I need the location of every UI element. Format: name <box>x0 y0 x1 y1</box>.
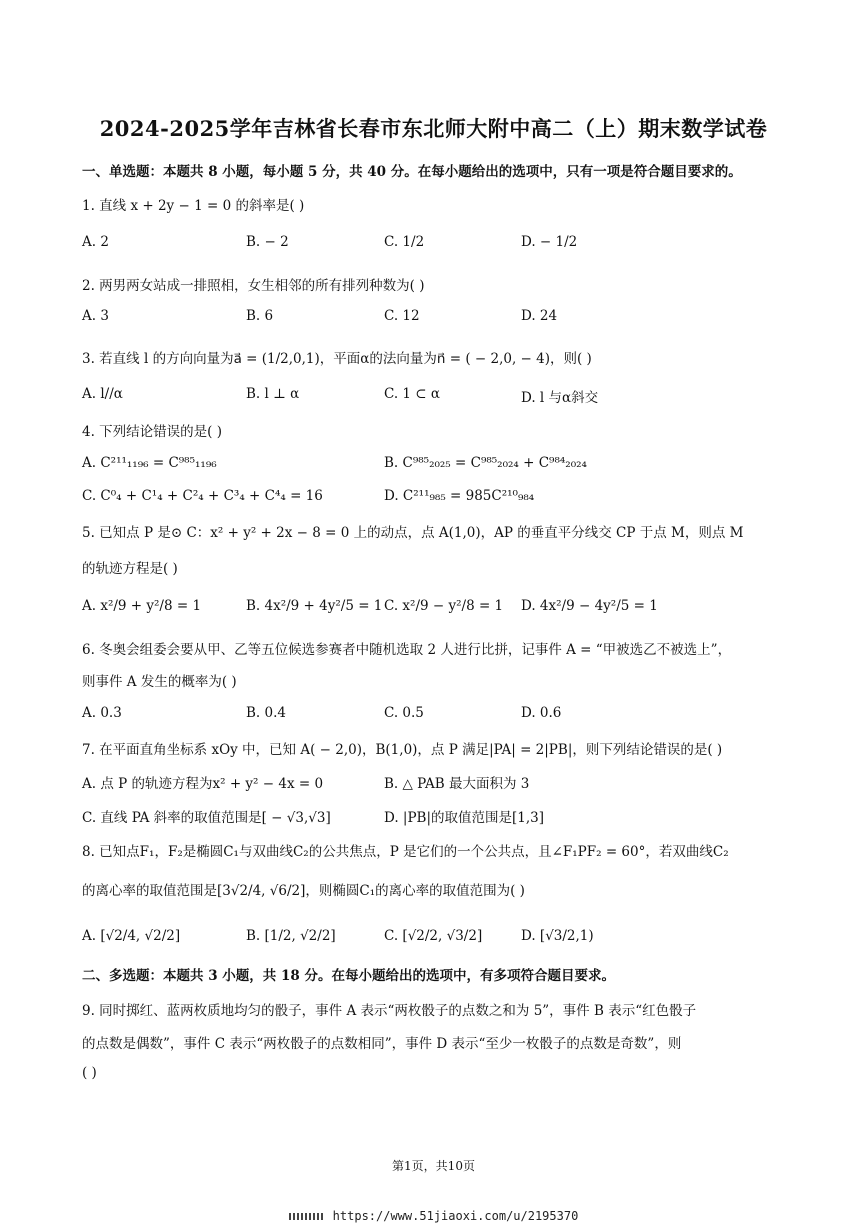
question-5-option-a: A. x²/9 + y²/8 = 1 <box>82 598 202 614</box>
watermark <box>0 1209 867 1223</box>
question-6-stem-line2: 则事件 A 发生的概率为( ) <box>82 674 237 690</box>
question-5-option-d: D. 4x²/9 − 4y²/5 = 1 <box>521 598 658 614</box>
question-5-option-b: B. 4x²/9 + 4y²/5 = 1 <box>246 598 383 614</box>
question-6-option-c: C. 0.5 <box>384 705 424 721</box>
question-6-stem-line1: 6. 冬奥会组委会要从甲、乙等五位候选参赛者中随机选取 2 人进行比拼，记事件 A = “甲被选乙不被选上”， <box>82 642 732 658</box>
question-5-stem-line2: 的轨迹方程是( ) <box>82 561 178 577</box>
question-8-option-a: A. [√2/4, √2/2] <box>82 928 181 944</box>
question-7-stem: 7. 在平面直角坐标系 xOy 中，已知 A( − 2,0)，B(1,0)，点 P 满足|PA| = 2|PB|，则下列结论错误的是( ) <box>82 742 723 758</box>
question-1-option-c: C. 1/2 <box>384 234 425 250</box>
question-2-stem: 2. 两男两女站成一排照相，女生相邻的所有排列种数为( ) <box>82 278 425 294</box>
question-4-option-b: B. C⁹⁸⁵₂₀₂₅ = C⁹⁸⁵₂₀₂₄ + C⁹⁸⁴₂₀₂₄ <box>384 455 587 471</box>
question-9-stem-line2: 的点数是偶数”，事件 C 表示“两枚骰子的点数相同”，事件 D 表示“至少一枚骰子的点数是奇数”，则 <box>82 1036 682 1052</box>
question-2-option-c: C. 12 <box>384 308 420 324</box>
question-4-option-c: C. C⁰₄ + C¹₄ + C²₄ + C³₄ + C⁴₄ = 16 <box>82 488 323 504</box>
question-9-stem-line3: ( ) <box>82 1065 97 1081</box>
question-7-option-b: B. △ PAB 最大面积为 3 <box>384 776 530 792</box>
question-3-option-b: B. l ⊥ α <box>246 386 300 402</box>
page-title: 2024-2025学年吉林省长春市东北师大附中高二（上）期末数学试卷 <box>99 116 768 141</box>
question-6-option-b: B. 0.4 <box>246 705 286 721</box>
question-5-stem-line1: 5. 已知点 P 是⊙ C：x² + y² + 2x − 8 = 0 上的动点，点 A(1,0)，AP 的垂直平分线交 CP 于点 M，则点 M <box>82 525 744 541</box>
question-1-option-b: B. − 2 <box>246 234 289 250</box>
question-6-option-d: D. 0.6 <box>521 705 562 721</box>
section-heading-single-choice: 一、单选题：本题共 8 小题，每小题 5 分，共 40 分。在每小题给出的选项中，只有一项是符合题目要求的。 <box>82 164 742 180</box>
question-8-option-b: B. [1/2, √2/2] <box>246 928 336 944</box>
question-1-option-a: A. 2 <box>82 234 109 250</box>
section-heading-multiple-choice: 二、多选题：本题共 3 小题，共 18 分。在每小题给出的选项中，有多项符合题目要求。 <box>82 968 615 984</box>
question-2-option-a: A. 3 <box>82 308 109 324</box>
question-2-option-b: B. 6 <box>246 308 274 324</box>
question-8-option-d: D. [√3/2,1) <box>521 928 594 944</box>
question-1-stem: 1. 直线 x + 2y − 1 = 0 的斜率是( ) <box>82 198 305 214</box>
question-3-option-c: C. 1 ⊂ α <box>384 386 441 402</box>
question-3-option-a: A. l//α <box>82 386 123 402</box>
question-6-option-a: A. 0.3 <box>82 705 122 721</box>
question-4-option-d: D. C²¹¹₉₈₅ = 985C²¹⁰₉₈₄ <box>384 488 535 504</box>
question-7-option-c: C. 直线 PA 斜率的取值范围是[ − √3,√3] <box>82 810 331 826</box>
watermark-url: https://www.51jiaoxi.com/u/2195370 <box>332 1209 579 1223</box>
question-8-stem-line1: 8. 已知点F₁，F₂是椭圆C₁与双曲线C₂的公共焦点，P 是它们的一个公共点，且∠F₁PF₂ = 60°，若双曲线C₂ <box>82 844 729 860</box>
question-4-stem: 4. 下列结论错误的是( ) <box>82 424 222 440</box>
question-9-stem-line1: 9. 同时掷红、蓝两枚质地均匀的骰子，事件 A 表示“两枚骰子的点数之和为 5”，事件 B 表示“红色骰子 <box>82 1003 697 1019</box>
question-8-option-c: C. [√2/2, √3/2] <box>384 928 483 944</box>
question-3-option-d: D. l 与α斜交 <box>521 390 599 406</box>
question-4-option-a: A. C²¹¹₁₁₉₆ = C⁹⁸⁵₁₁₉₆ <box>82 455 217 471</box>
question-5-option-c: C. x²/9 − y²/8 = 1 <box>384 598 504 614</box>
question-7-option-a: A. 点 P 的轨迹方程为x² + y² − 4x = 0 <box>82 776 324 792</box>
question-1-option-d: D. − 1/2 <box>521 234 578 250</box>
question-7-option-d: D. |PB|的取值范围是[1,3] <box>384 810 545 826</box>
question-3-stem: 3. 若直线 l 的方向向量为a⃗ = (1/2,0,1)，平面α的法向量为n⃗ = ( − 2,0, − 4)，则( ) <box>82 351 592 367</box>
question-2-option-d: D. 24 <box>521 308 558 324</box>
page-footer: 第1页，共10页 <box>392 1159 475 1173</box>
question-8-stem-line2: 的离心率的取值范围是[3√2/4, √6/2]，则椭圆C₁的离心率的取值范围为( ) <box>82 883 525 899</box>
watermark-stamp-icon <box>289 1213 325 1220</box>
